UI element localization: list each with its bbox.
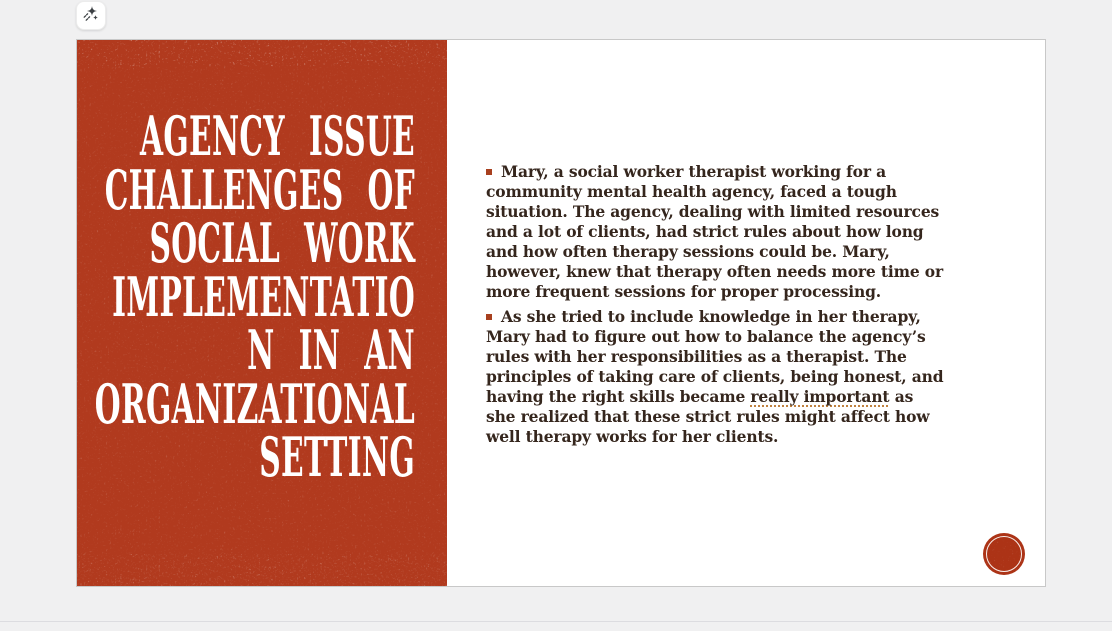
- bullet-item: [486, 162, 946, 302]
- bullet-item: [486, 307, 946, 447]
- title-line: AGENCY ISSUE: [140, 104, 415, 168]
- underlined-phrase: really important: [750, 387, 890, 406]
- slide-canvas[interactable]: [76, 39, 1046, 587]
- bullet-text: Mary, a social worker therapist working for a community mental health agency, faced a tough situation. The agency, dealing with limited resources and a lot of clients, had strict rules about how long and how often therapy sessions could be. Mary, however, knew that therapy often needs more time or more frequent sessions for proper processing.: [486, 162, 944, 301]
- ai-assist-button[interactable]: [76, 1, 106, 30]
- texture-overlay-bottom: [77, 554, 447, 586]
- bullet-text: As she tried to include knowledge in her therapy, Mary had to figure out how to balance the agency’s rules with her responsibilities as a therapist. The principles of taking care of clients, being honest, and having the right skills became: [486, 307, 944, 406]
- sparkles-icon: [82, 5, 100, 27]
- workspace-divider: [0, 621, 1112, 622]
- title-line: IMPLEMENTATIO: [112, 264, 416, 329]
- title-line: N IN AN: [247, 318, 415, 382]
- slide-title-textbox[interactable]: [85, 104, 416, 489]
- bullet-marker: [486, 314, 492, 320]
- badge-ring: [986, 536, 1022, 572]
- slide-number-badge: [983, 533, 1025, 575]
- body-textbox[interactable]: [486, 162, 946, 452]
- title-line: ORGANIZATIONAL: [94, 371, 415, 436]
- bullet-marker: [486, 169, 492, 175]
- bullet-text: as she realized that these strict rules might affect how well therapy works for her clients.: [486, 387, 930, 446]
- title-line: SOCIAL WORK: [149, 211, 415, 275]
- title-line: CHALLENGES OF: [104, 157, 415, 222]
- texture-overlay-top: [77, 40, 447, 66]
- title-line: SETTING: [259, 425, 415, 489]
- title-panel: [77, 40, 447, 586]
